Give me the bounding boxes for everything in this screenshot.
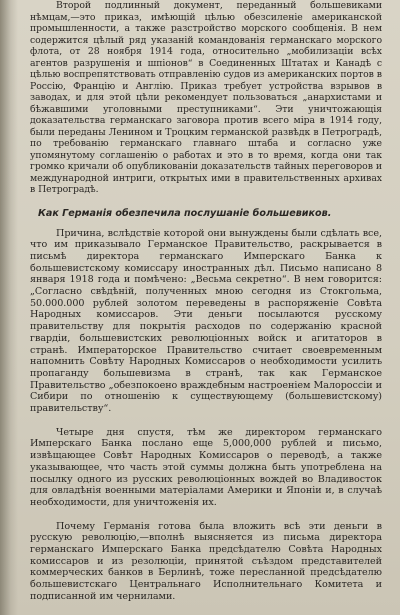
section-bottom bbox=[30, 228, 382, 603]
section-heading: Как Германія обезпечила послушаніе большевиков. bbox=[38, 207, 332, 219]
paragraph-document-two bbox=[30, 0, 382, 196]
paragraph-text: Почему Германія готова была вложить всѣ эти деньги в русскую революцію,—вполнѣ выясняется из письма директора германскаго Имперскаго Банка предсѣдателю Совѣта Народных комиссаров и из резолюціи, принятой съѣздом представителей коммерческих банков в Берлинѣ, тоже пересланной предсѣдателю большевистскаго Центральнаго Исполнительнаго Комитета и подписанной им чернилами. bbox=[30, 520, 382, 602]
paragraph-text: Четыре дня спустя, тѣм же директором германскаго Имперскаго Банка послано еще 5,000,000 рублей и письмо, извѣщающее Совѣт Народных Комиссаров о переводѣ, а также указывающее, что часть этой суммы должна быть употреблена на посылку одного из русских революціонных вождей во Владивосток для овладѣнія военными матеріалами Америки и Японіи и, в случаѣ необходимости, для уничтоженія их. bbox=[30, 426, 382, 508]
page-fold-shadow bbox=[0, 0, 18, 615]
paragraph-text: Причина, вслѣдствіе которой они вынуждены были сдѣлать все, что им приказывало Германское Правительство, раскрывается в письмѣ директора германскаго Имперскаго Банка к большевистскому комиссару иностранных дѣл. Письмо написано 8 января 1918 года и помѣчено: „Весьма секретно“. В нем говорится: „Согласно свѣдѣній, полученных мною сегодня из Стокгольма, 50.000.000 рублей золотом переведены в распоряженіе Совѣта Народных комиссаров. Эти деньги посылаются русскому правительству для покрытія расходов по содержанію красной гвардіи, большевистских революціонных войск и агитаторов в странѣ. Императорское Правительство считает своевременным напомнить Совѣту Народных Комиссаров о необходимости усилить пропаганду большевизма в странѣ, так как Германское Правительство „обезпокоено враждебным настроеніем Малороссіи и Сибири по отношенію к существующему (большевистскому) правительству“. bbox=[30, 227, 382, 415]
paragraph-text: Второй подлинный документ, переданный большевиками нѣмцам,—это приказ, имѣющій цѣлью обезсиленіе американской промышленности, а также разстройство морского сообщенія. В нем содержится цѣлый ряд указаній командованія германскаго морского флота, от 28 ноября 1914 года, относительно „мобилизаціи всѣх агентов разрушенія и шпіонов“ в Соединенных Штатах и Канадѣ с цѣлью воспрепятствовать отправленію судов из американских портов в Россію, Францію и Англію. Приказ требует устройства взрывов в заводах, и для этой цѣли рекомендует пользоваться „анархистами и бѣжавшими уголовными преступниками“. Эти уничтожающія доказательства германскаго заговора против всего міра в 1914 году, были переданы Ленином и Троцким германской развѣдк в Петроградѣ, по требованію германскаго главнаго штаба и согласно уже упомянутому соглашенію о работах и это в то время, когда они так громко кричали об опубликованіи доказательств тайных переговоров и международной интриги, открытых ими в правительственных архивах в Петроградѣ. bbox=[30, 0, 382, 195]
paragraph-why-germany bbox=[30, 521, 382, 603]
paragraph-reason bbox=[30, 228, 382, 415]
paragraph-four-days bbox=[30, 427, 382, 509]
section-top bbox=[30, 0, 382, 196]
